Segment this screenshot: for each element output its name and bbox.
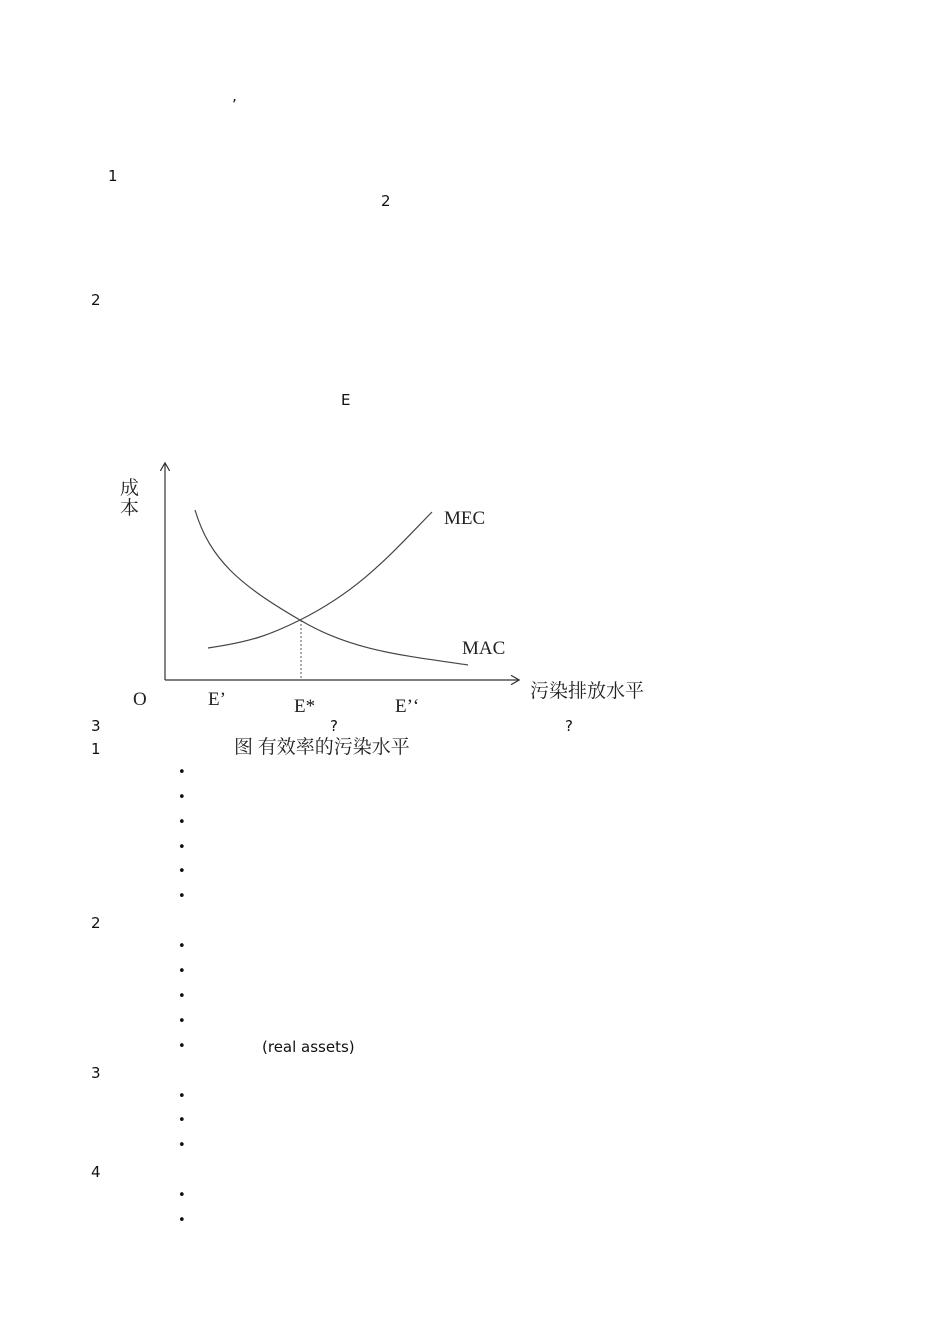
figure-caption: 图 有效率的污染水平 bbox=[234, 737, 410, 758]
tick-label-e-double-prime: E’‘ bbox=[395, 696, 420, 717]
y-axis-label-line2: 本 bbox=[120, 498, 140, 519]
bullet: • bbox=[178, 1113, 186, 1128]
bullet: • bbox=[178, 815, 186, 830]
comma-mark: ’ bbox=[232, 96, 237, 114]
bullet: • bbox=[178, 1089, 186, 1104]
mac-label: MAC bbox=[462, 638, 506, 659]
bullet: • bbox=[178, 939, 186, 954]
bullet: • bbox=[178, 1039, 186, 1054]
real-assets-text: (real assets) bbox=[262, 1038, 355, 1056]
bullet: • bbox=[178, 1014, 186, 1029]
mec-label: MEC bbox=[444, 508, 486, 529]
tick-label-e-prime: E’ bbox=[208, 689, 226, 710]
mac-curve bbox=[195, 510, 468, 665]
section-1-number: 1 bbox=[91, 740, 101, 758]
number-1-top: 1 bbox=[108, 167, 118, 185]
section-3-number: 3 bbox=[91, 1064, 101, 1082]
bullet: • bbox=[178, 1188, 186, 1203]
section-2-number: 2 bbox=[91, 914, 101, 932]
number-3: 3 bbox=[91, 717, 101, 735]
bullet: • bbox=[178, 1213, 186, 1228]
bullet: • bbox=[178, 864, 186, 879]
letter-e: E bbox=[341, 391, 351, 409]
y-axis-label-line1: 成 bbox=[120, 478, 140, 499]
bullet: • bbox=[178, 889, 186, 904]
pollution-efficiency-figure bbox=[0, 450, 700, 720]
bullet: • bbox=[178, 790, 186, 805]
question-mark-2: ? bbox=[565, 717, 573, 735]
x-axis-label: 污染排放水平 bbox=[530, 681, 645, 702]
bullet: • bbox=[178, 989, 186, 1004]
bullet: • bbox=[178, 1138, 186, 1153]
number-2-left: 2 bbox=[91, 291, 101, 309]
question-mark-1: ? bbox=[330, 717, 338, 735]
number-2-top: 2 bbox=[381, 192, 391, 210]
origin-label: O bbox=[133, 689, 147, 710]
bullet: • bbox=[178, 840, 186, 855]
tick-label-e-star: E* bbox=[294, 696, 316, 717]
section-4-number: 4 bbox=[91, 1163, 101, 1181]
bullet: • bbox=[178, 964, 186, 979]
bullet: • bbox=[178, 765, 186, 780]
